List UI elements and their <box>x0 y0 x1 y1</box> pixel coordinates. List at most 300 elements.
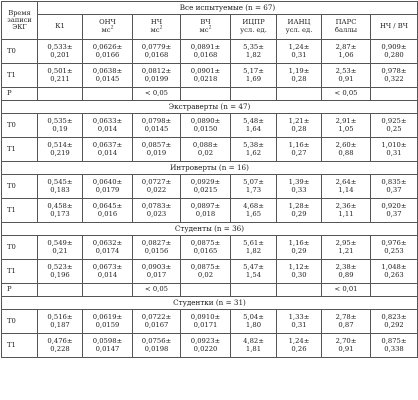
cell-value: 1,19± <box>288 66 310 75</box>
cell-value: 0,0598± <box>92 336 123 345</box>
unit-superscript: 2 <box>208 25 212 31</box>
cell-value: 0,0633± <box>92 116 123 125</box>
cell-value: 0,25 <box>386 124 402 133</box>
cell-value: 0,33 <box>291 185 307 194</box>
cell-value: 0,0168 <box>193 50 218 59</box>
cell-value: 1,16± <box>288 238 310 247</box>
column-unit <box>83 27 132 35</box>
cell-value: 0,0145 <box>144 124 169 133</box>
cell-value: 0,0897± <box>190 201 221 210</box>
cell-value: 0,196 <box>50 270 70 279</box>
cell-value: 1,69 <box>245 74 262 83</box>
cell-value: 0,545± <box>47 177 73 186</box>
cell-value: 0,0220 <box>193 344 218 353</box>
table-row <box>2 199 418 223</box>
table-cell <box>133 175 181 199</box>
cell-value: 0,228 <box>50 344 70 353</box>
row-label: Р <box>2 284 38 297</box>
table-cell <box>231 138 277 162</box>
cell-value: 0,30 <box>291 270 307 279</box>
cell-value: 0,87 <box>338 320 354 329</box>
column-header <box>277 15 322 40</box>
cell-value: 1,06 <box>338 50 354 59</box>
table-cell <box>371 260 418 284</box>
cell-value: 0,0198 <box>144 344 169 353</box>
table-row <box>2 260 418 284</box>
cell-value: 0,88 <box>338 148 354 157</box>
cell-value: 1,82 <box>245 246 262 255</box>
cell-value: 2,87± <box>335 42 357 51</box>
cell-value: 0,0645± <box>92 201 123 210</box>
cell-value: 0,02 <box>197 270 214 279</box>
cell-value: 0,02 <box>197 148 214 157</box>
column-unit-text: мс <box>199 26 209 34</box>
cell-value: 0,0632± <box>92 238 123 247</box>
column-unit <box>133 27 180 35</box>
cell-value: 1,39± <box>288 177 310 186</box>
table-cell <box>83 199 133 223</box>
table-cell <box>133 260 181 284</box>
table-row <box>2 40 418 64</box>
cell-value: 5,17± <box>243 66 264 75</box>
cell-value: 0,920± <box>381 201 407 210</box>
cell-value: 0,0857± <box>141 140 172 149</box>
cell-value: 0,31 <box>291 50 307 59</box>
cell-value: 1,12± <box>288 262 310 271</box>
cell-value: 0,0150 <box>193 124 218 133</box>
table-cell <box>181 40 231 64</box>
cell-value: 1,05 <box>338 124 354 133</box>
table-cell <box>231 260 277 284</box>
cell-value: 0,0923± <box>190 336 221 345</box>
row-label: Т1 <box>2 138 38 162</box>
cell-value: 0,0165 <box>193 246 218 255</box>
table-cell <box>181 310 231 334</box>
cell-value: 1,14 <box>338 185 354 194</box>
table-cell <box>83 64 133 88</box>
table-cell <box>231 334 277 358</box>
cell-value: 0,458± <box>47 201 73 210</box>
table-row <box>2 64 418 88</box>
column-header <box>83 15 133 40</box>
row-label: Р <box>2 88 38 101</box>
column-header <box>371 15 418 40</box>
table-cell <box>133 40 181 64</box>
cell-value: 0,280 <box>384 50 404 59</box>
cell-value: 0,0145 <box>95 74 120 83</box>
cell-value: 2,64± <box>335 177 357 186</box>
table-cell <box>371 138 418 162</box>
cell-value: 1,16± <box>288 140 310 149</box>
table-cell <box>277 199 322 223</box>
table-cell <box>322 64 371 88</box>
table-cell <box>83 310 133 334</box>
cell-value: 0,0199 <box>144 74 169 83</box>
table-cell <box>83 175 133 199</box>
table-cell <box>133 310 181 334</box>
all-subjects-title: Все испытуемые (n = 67) <box>38 2 418 15</box>
table-row <box>2 236 418 260</box>
table-cell <box>322 310 371 334</box>
row-label: Т0 <box>2 310 38 334</box>
table-cell <box>371 199 418 223</box>
table-cell <box>371 114 418 138</box>
group-header-row <box>2 297 418 310</box>
ecg-results-table <box>1 1 418 358</box>
cell-value: 1,048± <box>381 262 407 271</box>
column-header <box>38 15 83 40</box>
cell-value: 2,78± <box>335 312 357 321</box>
cell-value: 0,823± <box>381 312 407 321</box>
row-label: Т1 <box>2 64 38 88</box>
cell-value: 0,549± <box>47 238 73 247</box>
cell-value: 0,0929± <box>190 177 221 186</box>
cell-value: 0,0626± <box>92 42 123 51</box>
cell-value: 0,0638± <box>92 66 123 75</box>
cell-value: 0,0727± <box>141 177 172 186</box>
column-header <box>181 15 231 40</box>
cell-value: 0,0891± <box>190 42 221 51</box>
cell-value: 2,95± <box>335 238 357 247</box>
cell-value: 0,0215 <box>193 185 218 194</box>
column-unit-text: усл. ед. <box>240 26 267 34</box>
table-cell <box>371 334 418 358</box>
cell-value: 0,0875± <box>190 238 221 247</box>
table-cell <box>83 88 133 101</box>
cell-value: 1,80 <box>245 320 262 329</box>
table-cell <box>371 64 418 88</box>
table-cell <box>277 284 322 297</box>
column-header <box>322 15 371 40</box>
cell-value: 0,29 <box>291 246 307 255</box>
unit-superscript: 2 <box>110 25 114 31</box>
cell-value: 0,978± <box>381 66 407 75</box>
cell-value: 0,263 <box>384 270 404 279</box>
table-cell <box>83 236 133 260</box>
column-name: К1 <box>55 22 65 31</box>
table-cell <box>231 40 277 64</box>
table-cell <box>181 114 231 138</box>
cell-value: 1,010± <box>381 140 407 149</box>
table-cell <box>231 199 277 223</box>
cell-value: 0,183 <box>50 185 70 194</box>
cell-value: 0,0827± <box>141 238 172 247</box>
cell-value: 2,70± <box>335 336 357 345</box>
table-cell <box>277 310 322 334</box>
table-cell <box>83 334 133 358</box>
cell-value: < 0,01 <box>334 285 358 294</box>
table-cell <box>322 260 371 284</box>
cell-value: 0,835± <box>381 177 407 186</box>
row-label: Т0 <box>2 114 38 138</box>
cell-value: 0,338 <box>384 344 404 353</box>
table-cell <box>133 88 181 101</box>
cell-value: 0,875± <box>381 336 407 345</box>
column-name: ВЧ <box>200 18 211 27</box>
cell-value: 0,0166 <box>95 50 120 59</box>
cell-value: 0,925± <box>381 116 407 125</box>
cell-value: 0,018 <box>195 209 216 218</box>
cell-value: 0,516± <box>47 312 73 321</box>
row-label: Т0 <box>2 175 38 199</box>
cell-value: 0,0168 <box>144 50 169 59</box>
cell-value: 0,909± <box>381 42 407 51</box>
table-cell <box>277 175 322 199</box>
cell-value: 2,60± <box>335 140 357 149</box>
table-cell <box>371 88 418 101</box>
table-cell <box>181 199 231 223</box>
cell-value: 0,0779± <box>141 42 172 51</box>
cell-value: 0,014 <box>97 124 118 133</box>
cell-value: 0,31 <box>291 320 307 329</box>
table-cell <box>322 40 371 64</box>
cell-value: 1,33± <box>288 312 310 321</box>
table-cell <box>133 138 181 162</box>
table-cell <box>277 64 322 88</box>
time-column-header <box>2 2 38 40</box>
cell-value: 0,0722± <box>141 312 172 321</box>
row-label: Т1 <box>2 334 38 358</box>
cell-value: 1,24± <box>288 336 310 345</box>
column-header-row <box>2 15 418 40</box>
cell-value: 1,21± <box>288 116 310 125</box>
cell-value: 0,023 <box>146 209 167 218</box>
cell-value: 0,535± <box>47 116 73 125</box>
table-cell <box>322 175 371 199</box>
cell-value: 5,61± <box>243 238 264 247</box>
table-cell <box>231 64 277 88</box>
table-cell <box>181 138 231 162</box>
table-cell <box>133 236 181 260</box>
cell-value: 0,0637± <box>92 140 123 149</box>
table-row <box>2 114 418 138</box>
cell-value: 0,0798± <box>141 116 172 125</box>
table-cell <box>133 64 181 88</box>
table-cell <box>181 175 231 199</box>
cell-value: 0,91 <box>338 74 354 83</box>
table-cell <box>277 88 322 101</box>
cell-value: 0,0756± <box>141 336 172 345</box>
table-row <box>2 310 418 334</box>
cell-value: < 0,05 <box>145 89 168 98</box>
table-cell <box>322 114 371 138</box>
unit-superscript: 2 <box>159 25 163 31</box>
group-title: Экстраверты (n = 47) <box>2 101 418 114</box>
table-cell <box>322 199 371 223</box>
cell-value: 0,0179 <box>95 185 120 194</box>
table-cell <box>181 88 231 101</box>
table-cell <box>38 40 83 64</box>
cell-value: 0,0640± <box>92 177 123 186</box>
cell-value: 0,19 <box>52 124 68 133</box>
corner-header-line: ЭКГ <box>12 23 27 32</box>
group-header-row <box>2 101 418 114</box>
cell-value: 0,0910± <box>190 312 221 321</box>
table-cell <box>231 114 277 138</box>
table-cell <box>371 175 418 199</box>
cell-value: 4,82± <box>243 336 264 345</box>
cell-value: 0,523± <box>47 262 73 271</box>
table-cell <box>181 236 231 260</box>
cell-value: 0,292 <box>384 320 404 329</box>
cell-value: 2,53± <box>335 66 357 75</box>
table-cell <box>38 64 83 88</box>
cell-value: 0,89 <box>338 270 354 279</box>
cell-value: 0,91 <box>338 344 354 353</box>
cell-value: 0,0812± <box>141 66 172 75</box>
column-name: ПАРС <box>335 18 357 27</box>
cell-value: 2,38± <box>335 262 357 271</box>
cell-value: 0,26 <box>291 344 307 353</box>
table-cell <box>38 199 83 223</box>
cell-value: 1,24± <box>288 42 310 51</box>
header-title-row <box>2 2 418 15</box>
column-name: ИАНЦ <box>287 18 311 27</box>
table-cell <box>38 175 83 199</box>
cell-value: 5,38± <box>243 140 264 149</box>
group-title: Интроверты (n = 16) <box>2 162 418 175</box>
cell-value: 0,253 <box>384 246 404 255</box>
cell-value: 0,0147 <box>95 344 120 353</box>
corner-header-line: записи <box>7 15 32 24</box>
cell-value: 0,37 <box>386 209 402 218</box>
table-cell <box>231 284 277 297</box>
column-name: НЧ / ВЧ <box>379 22 409 31</box>
corner-header-line: Время <box>8 8 31 17</box>
cell-value: 5,47± <box>243 262 264 271</box>
table-cell <box>277 260 322 284</box>
table-cell <box>322 236 371 260</box>
cell-value: 0,322 <box>384 74 404 83</box>
cell-value: 0,219 <box>50 148 70 157</box>
cell-value: 0,31 <box>386 148 402 157</box>
cell-value: 0,533± <box>47 42 73 51</box>
cell-value: 0,0159 <box>95 320 120 329</box>
table-cell <box>322 284 371 297</box>
table-cell <box>371 236 418 260</box>
cell-value: 0,019 <box>146 148 167 157</box>
cell-value: 1,73 <box>245 185 262 194</box>
cell-value: 1,54 <box>245 270 262 279</box>
cell-value: 0,014 <box>97 148 118 157</box>
cell-value: 0,976± <box>381 238 407 247</box>
column-name: ИЦПР <box>242 18 265 27</box>
cell-value: 5,04± <box>243 312 264 321</box>
table-cell <box>231 88 277 101</box>
cell-value: 0,088± <box>192 140 219 149</box>
table-cell <box>322 334 371 358</box>
cell-value: 5,48± <box>243 116 264 125</box>
column-name: НЧ <box>150 18 163 27</box>
cell-value: 0,37 <box>386 185 402 194</box>
table-cell <box>38 310 83 334</box>
table-cell <box>277 334 322 358</box>
cell-value: 0,0673± <box>92 262 123 271</box>
cell-value: 0,476± <box>47 336 73 345</box>
cell-value: 0,0171 <box>193 320 218 329</box>
table-cell <box>277 138 322 162</box>
table-cell <box>83 284 133 297</box>
cell-value: 0,0156 <box>144 246 169 255</box>
table-row <box>2 138 418 162</box>
cell-value: 0,187 <box>50 320 70 329</box>
table-cell <box>83 40 133 64</box>
column-name: ОНЧ <box>99 18 116 27</box>
p-value-row <box>2 284 418 297</box>
cell-value: 0,0875± <box>190 262 221 271</box>
table-cell <box>133 114 181 138</box>
cell-value: 5,07± <box>243 177 264 186</box>
column-unit-text: усл. ед. <box>285 26 313 34</box>
cell-value: 0,0619± <box>92 312 123 321</box>
cell-value: < 0,05 <box>334 89 358 98</box>
table-cell <box>83 138 133 162</box>
row-label: Т1 <box>2 260 38 284</box>
cell-value: 0,0901± <box>190 66 221 75</box>
table-cell <box>231 175 277 199</box>
cell-value: 0,501± <box>47 66 73 75</box>
cell-value: 2,91± <box>335 116 357 125</box>
table-cell <box>133 334 181 358</box>
column-unit <box>277 27 321 35</box>
cell-value: 0,0890± <box>190 116 221 125</box>
cell-value: 1,65 <box>245 209 262 218</box>
table-cell <box>38 260 83 284</box>
cell-value: 0,0783± <box>141 201 172 210</box>
cell-value: 0,017 <box>146 270 167 279</box>
cell-value: 0,022 <box>146 185 167 194</box>
cell-value: 0,014 <box>97 270 118 279</box>
table-cell <box>38 334 83 358</box>
cell-value: 1,21 <box>338 246 354 255</box>
table-cell <box>277 114 322 138</box>
table-cell <box>83 260 133 284</box>
cell-value: 1,28± <box>288 201 310 210</box>
table-cell <box>38 88 83 101</box>
table-cell <box>38 138 83 162</box>
table-cell <box>277 40 322 64</box>
table-cell <box>371 40 418 64</box>
column-unit-text: баллы <box>334 26 358 34</box>
cell-value: 0,27 <box>291 148 307 157</box>
group-title: Студенты (n = 36) <box>2 223 418 236</box>
cell-value: 0,201 <box>50 50 70 59</box>
row-label: Т0 <box>2 40 38 64</box>
table-cell <box>38 236 83 260</box>
table-cell <box>181 64 231 88</box>
table-cell <box>181 334 231 358</box>
column-unit-text: мс <box>101 26 111 34</box>
cell-value: 5,35± <box>243 42 264 51</box>
table-row <box>2 334 418 358</box>
p-value-row <box>2 88 418 101</box>
cell-value: 4,68± <box>243 201 264 210</box>
cell-value: 0,211 <box>50 74 70 83</box>
table-cell <box>83 114 133 138</box>
table-cell <box>231 236 277 260</box>
table-cell <box>38 114 83 138</box>
table-cell <box>322 138 371 162</box>
column-unit <box>231 27 276 35</box>
cell-value: 0,0174 <box>95 246 120 255</box>
column-unit <box>181 27 230 35</box>
cell-value: 2,36± <box>335 201 357 210</box>
cell-value: 0,0903± <box>141 262 172 271</box>
cell-value: 0,0167 <box>144 320 169 329</box>
table-cell <box>38 284 83 297</box>
table-cell <box>133 284 181 297</box>
cell-value: 1,64 <box>245 124 262 133</box>
